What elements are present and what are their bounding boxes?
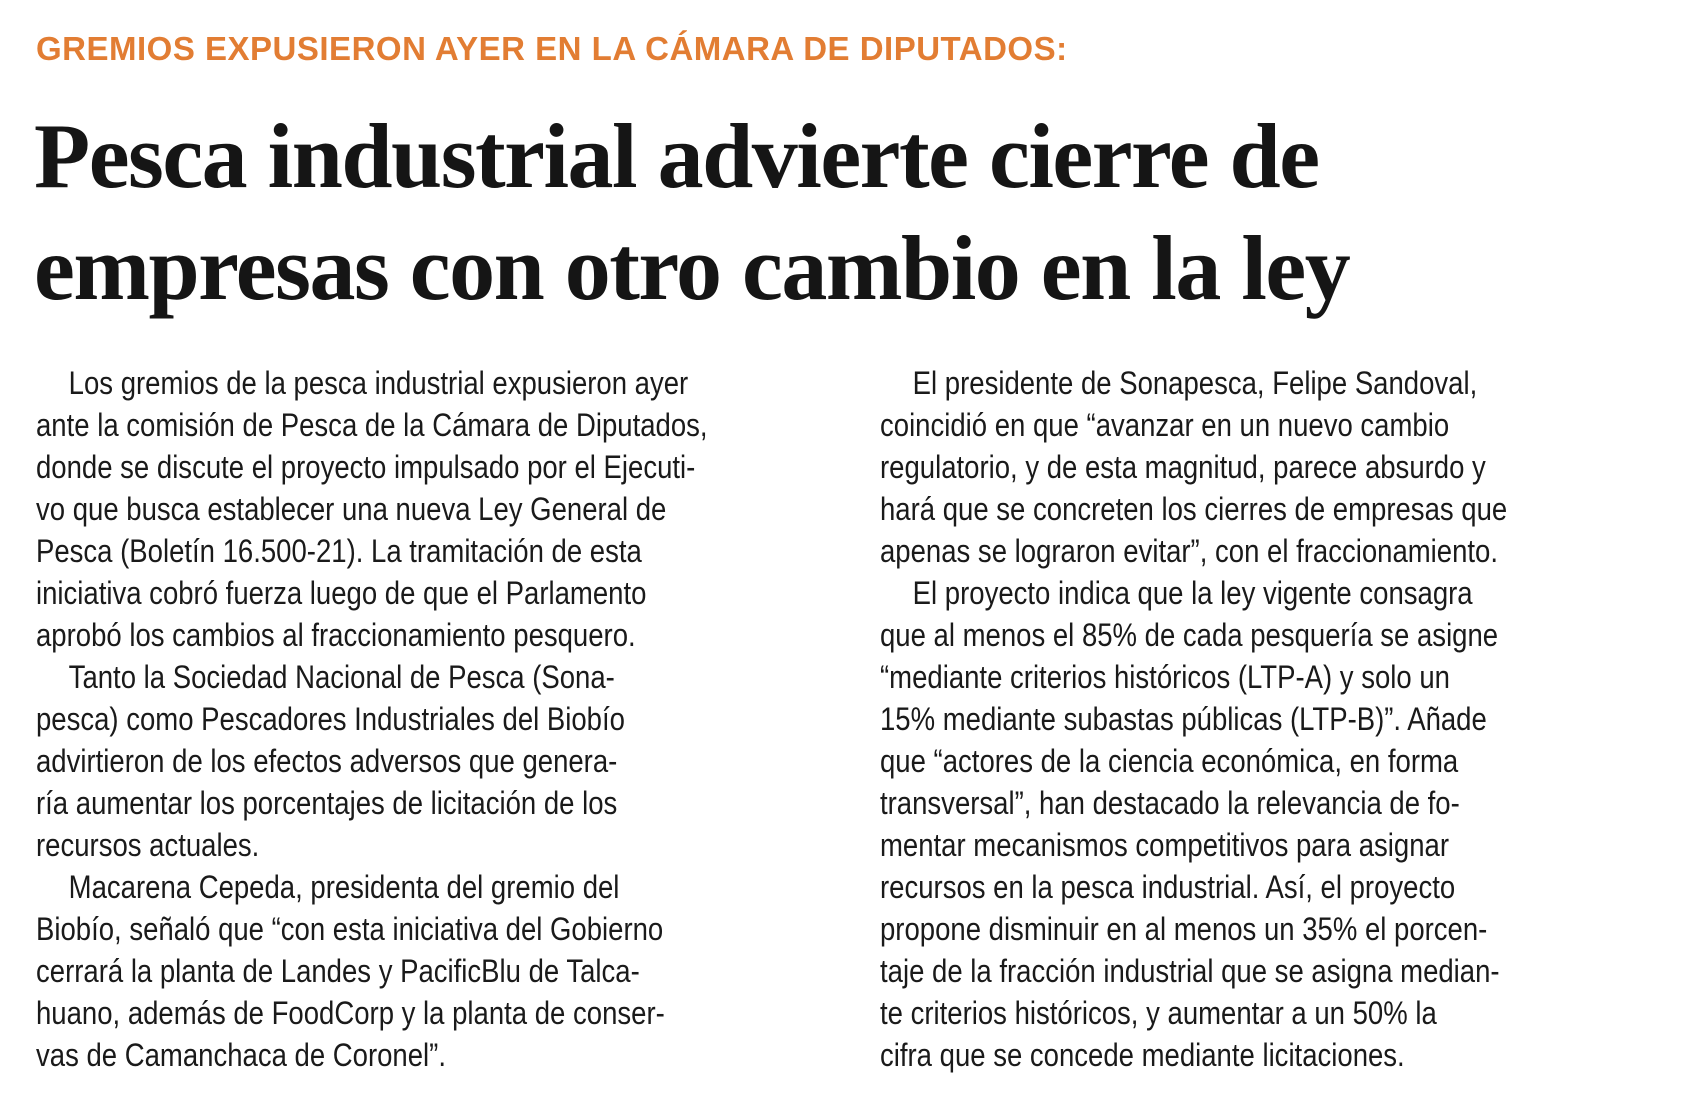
text-line: Macarena Cepeda, presidenta del gremio del [68, 869, 620, 905]
paragraph [36, 866, 827, 1076]
right-column [880, 362, 1670, 1076]
text-line: vo que busca establecer una nueva Ley General de [36, 491, 667, 527]
text-line: Biobío, señaló que “con esta iniciativa del Gobierno [36, 911, 664, 947]
headline [34, 100, 1674, 324]
text-line: cerrará la planta de Landes y PacificBlu de Talca- [36, 953, 640, 989]
text-line: advirtieron de los efectos adversos que genera- [36, 743, 618, 779]
text-line: recursos en la pesca industrial. Así, el proyecto [880, 869, 1456, 905]
headline-line: empresas con otro cambio en la ley [34, 217, 1350, 319]
text-line: donde se discute el proyecto impulsado por el Ejecuti- [36, 449, 696, 485]
headline-line: Pesca industrial advierte cierre de [34, 105, 1319, 207]
text-line: El proyecto indica que la ley vigente consagra [912, 575, 1473, 611]
text-line: transversal”, han destacado la relevancia de fo- [880, 785, 1460, 821]
paragraph [880, 362, 1671, 572]
text-line: 15% mediante subastas públicas (LTP-B)”. Añade [880, 701, 1487, 737]
text-line: “mediante criterios históricos (LTP-A) y solo un [880, 659, 1450, 695]
text-line: que “actores de la ciencia económica, en forma [880, 743, 1459, 779]
text-line: ría aumentar los porcentajes de licitación de los [36, 785, 618, 821]
text-line: regulatorio, y de esta magnitud, parece absurdo y [880, 449, 1486, 485]
text-line: recursos actuales. [36, 827, 260, 863]
text-line: huano, además de FoodCorp y la planta de conser- [36, 995, 665, 1031]
text-line: coincidió en que “avanzar en un nuevo cambio [880, 407, 1450, 443]
text-line: Los gremios de la pesca industrial expusieron ayer [68, 365, 689, 401]
left-column [36, 362, 826, 1076]
text-line: taje de la fracción industrial que se asigna median- [880, 953, 1500, 989]
kicker: GREMIOS EXPUSIERON AYER EN LA CÁMARA DE DIPUTADOS: [36, 30, 1068, 67]
text-line: propone disminuir en al menos un 35% el porcen- [880, 911, 1488, 947]
text-line: vas de Camanchaca de Coronel”. [36, 1037, 446, 1073]
paragraph [36, 362, 827, 656]
text-line: Pesca (Boletín 16.500-21). La tramitación de esta [36, 533, 642, 569]
text-line: mentar mecanismos competitivos para asignar [880, 827, 1449, 863]
text-line: Tanto la Sociedad Nacional de Pesca (Sona- [68, 659, 615, 695]
paragraph [880, 572, 1671, 1076]
text-line: apenas se lograron evitar”, con el fraccionamiento. [880, 533, 1499, 569]
text-line: pesca) como Pescadores Industriales del Biobío [36, 701, 625, 737]
text-line: hará que se concreten los cierres de empresas que [880, 491, 1508, 527]
text-line: aprobó los cambios al fraccionamiento pesquero. [36, 617, 636, 653]
text-line: te criterios históricos, y aumentar a un 50% la [880, 995, 1437, 1031]
text-line: ante la comisión de Pesca de la Cámara de Diputados, [36, 407, 708, 443]
paragraph [36, 656, 827, 866]
text-line: que al menos el 85% de cada pesquería se asigne [880, 617, 1499, 653]
text-line: cifra que se concede mediante licitaciones. [880, 1037, 1405, 1073]
text-line: El presidente de Sonapesca, Felipe Sandoval, [912, 365, 1478, 401]
text-line: iniciativa cobró fuerza luego de que el Parlamento [36, 575, 647, 611]
